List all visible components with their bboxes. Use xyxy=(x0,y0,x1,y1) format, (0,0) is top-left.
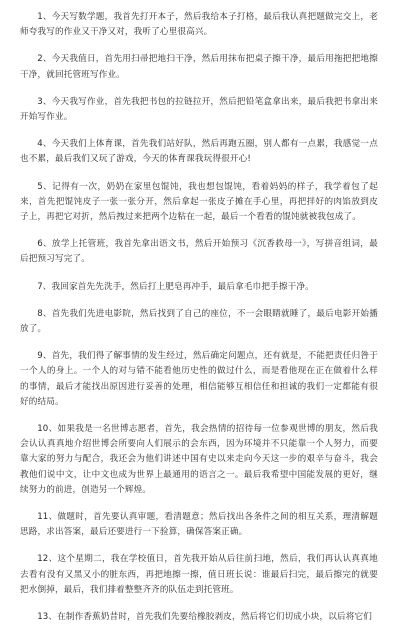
paragraph-1: 1、今天写数学题，我首先打开本子，然后我给本子打格，最后我认真把题做完交上，老师夸我写的作业又干净又对，我听了心里很高兴。 xyxy=(20,12,378,38)
paragraph-3: 3、今天我写作业，首先我把书包的拉链拉开，然后把铅笔盒拿出来，最后我把书拿出来开始写作业。 xyxy=(20,96,378,123)
paragraph-8: 8、首先我们先进电影院，然后找到了自己的座位，不一会眼睛就睡了，最后电影开始播放了。 xyxy=(20,308,378,335)
paragraph-11: 11、做题时，首先要认真审题，看清题意；然后找出各条件之间的相互关系，理清解题思路，求出答案，最后还要进行一下验算，确保答案正确。 xyxy=(20,512,378,538)
paragraph-9: 9、首先，我们得了解事情的发生经过，然后确定问题点，还有就是，不能把责任归咎于一个人的身上。一个人的对与错不能看他历史性的做过什么，而是看他现在正在做着什么样的事情，最后才能找出原因进行妥善的处理，相信能够互相信任和担诚的我们一定都能有很好的结局。 xyxy=(20,351,378,407)
paragraph-6: 6、放学上托管班，我首先拿出语文书，然后开始预习《沉香救母一》，写拼音组词，最后把预习写完了。 xyxy=(20,239,378,265)
paragraph-2: 2、今天我值日，首先用扫帚把地扫干净，然后用抹布把桌子擦干净，最后用拖把把地擦干净，就回托管班写作业。 xyxy=(20,54,378,80)
paragraph-13: 13、在制作香蕉奶昔时，首先我们先要给橡胶剥皮，然后将它们切成小块，以后将它们 xyxy=(37,612,372,623)
paragraph-5: 5、记得有一次，奶奶在家里包馄饨，我也想包馄饨，看着妈妈的样子，我学着包了起来，首先把馄饨皮子一张一张分开，然后拿起一张皮子摊在手心里，再把拌好的肉馅放到皮子上，再把它对折，然后拽过来把两个边粘在一起，最后一个看看的馄饨就被我包成了。 xyxy=(20,181,378,223)
paragraph-10: 10、如果我是一名世博志愿者，首先，我会热情的招待每一位参观世博的朋友，然后我会认认真真地介绍世博会所要向人们展示的会东西，因为环境并不只能靠一个人努力，而要靠大家的努力与配合，我还会为他们讲述中国有史以来走向今天这一步的艰辛与奋斗，我会教他们说中文，让中文也成为世界上最通用的语言之一。最后我希望中国能发展的更好，继续努力的前进，创造另一个辉煌。 xyxy=(20,424,378,495)
paragraph-4: 4、今天我们上体育课，首先我们站好队，然后再跑五圈，别人都有一点累，我感觉一点也不累，最后我们又玩了游戏，今天的体育课我玩得很开心! xyxy=(20,139,378,165)
paragraph-12: 12、这个星期二，我在学校值日，首先我开始从后往前扫地，然后，我们再认认真真地去看有没有又黑又小的脏东西，再把地擦一擦，值日班长说：谁最后扫完，最后擦完的就要把水倒掉，最后，我们排着整整齐齐的队伍走到托管班。 xyxy=(20,554,378,595)
paragraph-7: 7、我回家首先先洗手，然后打上肥皂再冲手，最后拿毛巾把手擦干净。 xyxy=(37,281,314,292)
